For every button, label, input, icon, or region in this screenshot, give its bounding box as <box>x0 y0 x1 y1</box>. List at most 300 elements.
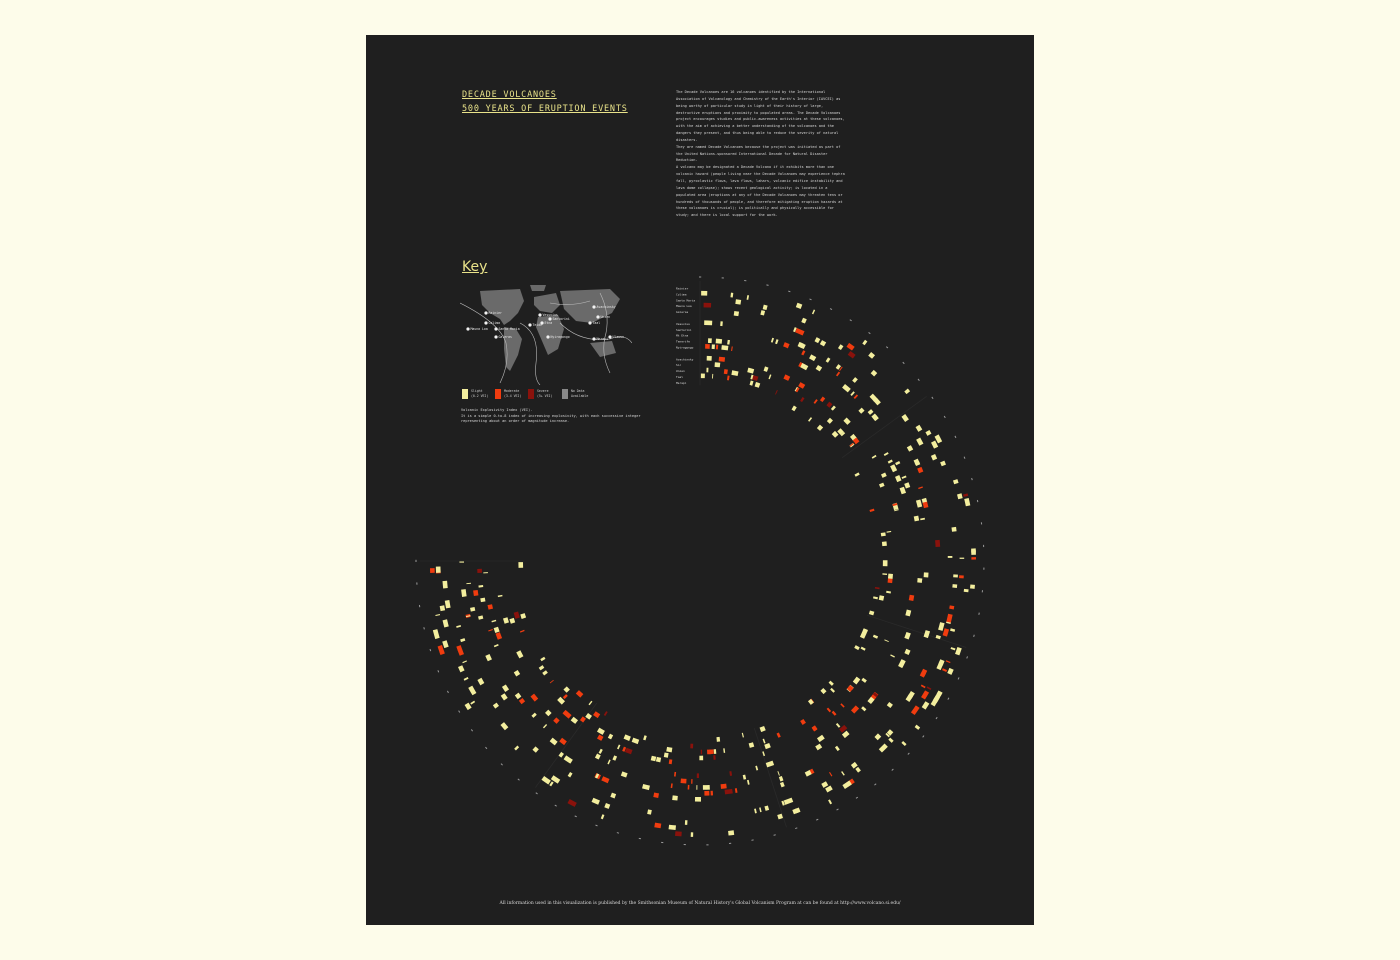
eruption-mark <box>742 733 744 738</box>
year-tick <box>419 605 420 607</box>
year-tick <box>661 842 663 843</box>
eruption-mark <box>886 531 891 533</box>
year-tick <box>850 319 852 321</box>
eruption-mark <box>873 596 878 599</box>
eruption-mark <box>884 639 889 642</box>
eruption-mark <box>691 832 694 837</box>
eruption-mark <box>853 677 861 685</box>
eruption-mark <box>795 328 804 336</box>
year-tick <box>964 456 966 458</box>
eruption-mark <box>798 382 805 389</box>
eruption-mark <box>624 734 631 741</box>
eruption-mark <box>901 414 908 422</box>
eruption-mark <box>755 766 758 771</box>
eruption-mark <box>832 431 839 438</box>
ring-volcano-label: Tenerife <box>676 339 690 344</box>
eruption-mark <box>443 619 449 627</box>
eruption-mark <box>607 760 610 765</box>
eruption-mark <box>625 748 633 755</box>
eruption-mark <box>435 614 440 616</box>
eruption-mark <box>688 785 690 790</box>
map-volcano-label: Colima <box>488 321 501 325</box>
eruption-mark <box>971 548 976 552</box>
eruption-mark <box>943 628 949 636</box>
eruption-mark <box>601 776 609 783</box>
map-volcano-label: Nyiragongo <box>550 335 570 339</box>
eruption-mark <box>827 418 833 424</box>
eruption-mark <box>869 509 874 512</box>
eruption-mark <box>643 735 647 740</box>
eruption-mark <box>775 339 778 344</box>
year-tick <box>595 825 597 827</box>
eruption-mark <box>494 627 500 633</box>
eruption-mark <box>887 702 893 708</box>
eruption-mark <box>816 365 823 371</box>
eruption-mark <box>947 668 953 675</box>
eruption-mark <box>821 781 828 788</box>
eruption-mark <box>861 678 867 683</box>
eruption-mark <box>814 399 818 404</box>
eruption-mark <box>959 575 964 578</box>
eruption-mark <box>549 781 553 786</box>
eruption-mark <box>924 572 929 577</box>
eruption-mark <box>916 425 923 432</box>
map-volcano-label: Mauna Loa <box>470 327 488 331</box>
eruption-mark <box>559 752 564 758</box>
year-tick <box>501 763 503 765</box>
eruption-mark <box>494 644 499 647</box>
eruption-mark <box>690 744 693 749</box>
eruption-mark <box>653 793 659 798</box>
eruption-mark <box>888 459 893 463</box>
eruption-mark <box>812 310 815 315</box>
eruption-mark <box>592 798 600 805</box>
eruption-mark <box>872 455 877 459</box>
eruption-mark <box>921 685 926 689</box>
eruption-mark <box>827 708 832 713</box>
eruption-mark <box>539 665 545 670</box>
eruption-mark <box>935 540 940 547</box>
year-tick <box>931 397 933 399</box>
year-tick <box>722 277 724 278</box>
eruption-mark <box>735 299 741 304</box>
eruption-mark <box>957 493 963 499</box>
eruption-mark <box>632 738 640 744</box>
eruption-mark <box>854 645 860 650</box>
eruption-mark <box>509 618 515 624</box>
eruption-mark <box>735 788 738 793</box>
map-volcano-label: Galeras <box>498 335 512 339</box>
eruption-mark <box>888 738 893 743</box>
eruption-mark <box>886 591 891 594</box>
eruption-mark <box>460 638 465 642</box>
eruption-mark <box>760 726 766 732</box>
eruption-mark <box>783 342 789 348</box>
eruption-mark <box>764 805 769 810</box>
eruption-mark <box>514 670 520 676</box>
year-tick <box>836 809 838 811</box>
eruption-mark <box>836 372 840 377</box>
eruption-mark <box>861 706 866 711</box>
year-tick <box>886 346 888 348</box>
eruption-mark <box>691 779 692 784</box>
eruption-mark <box>724 369 728 374</box>
title-line-2: 500 YEARS OF ERUPTION EVENTS <box>462 104 628 114</box>
key-heading: Key <box>462 259 488 275</box>
eruption-mark <box>440 605 445 611</box>
year-tick <box>447 691 449 693</box>
poster <box>366 35 1034 925</box>
eruption-mark <box>715 362 721 367</box>
century-divider <box>842 396 926 457</box>
eruption-mark <box>714 749 717 754</box>
eruption-mark <box>766 761 774 768</box>
eruption-mark <box>888 574 893 579</box>
eruption-mark <box>459 562 464 563</box>
eruption-mark <box>815 337 821 343</box>
eruption-mark <box>826 402 832 408</box>
eruption-mark <box>727 376 730 381</box>
eruption-mark <box>483 572 488 573</box>
eruption-mark <box>713 755 715 760</box>
eruption-mark <box>895 461 900 465</box>
eruption-mark <box>656 757 661 762</box>
credit-line: All information used in this visualization is published by the Smithsonian Museum of Natural History's Global Volcanism Program at can be found at http://www.volcano.si.edu/ <box>499 901 901 906</box>
eruption-mark <box>904 482 910 488</box>
year-tick <box>639 838 641 839</box>
eruption-mark <box>868 409 874 415</box>
eruption-mark <box>559 738 567 745</box>
year-tick <box>981 522 982 524</box>
eruption-mark <box>675 831 682 836</box>
eruption-mark <box>923 502 929 509</box>
eruption-mark <box>858 408 864 414</box>
map-volcano-label: Teide <box>532 323 543 327</box>
eruption-mark <box>666 747 672 752</box>
year-tick <box>973 635 975 637</box>
year-tick <box>706 844 708 845</box>
eruption-mark <box>777 771 779 776</box>
eruption-mark <box>900 487 906 495</box>
eruption-mark <box>861 647 866 651</box>
eruption-mark <box>550 738 558 746</box>
year-tick <box>936 717 938 719</box>
eruption-mark <box>699 756 703 761</box>
eruption-mark <box>701 291 707 296</box>
eruption-mark <box>862 340 867 345</box>
eruption-mark <box>485 654 492 661</box>
eruption-mark <box>964 498 970 506</box>
eruption-mark <box>711 791 714 796</box>
eruption-mark <box>731 346 733 351</box>
eruption-mark <box>617 744 620 749</box>
eruption-mark <box>921 690 929 699</box>
eruption-mark <box>612 755 617 760</box>
eruption-mark <box>950 628 955 632</box>
eruption-mark <box>904 389 910 395</box>
year-tick <box>958 677 960 679</box>
eruption-mark <box>588 701 592 706</box>
year-tick <box>891 769 893 771</box>
year-tick <box>416 560 417 562</box>
year-tick <box>729 843 731 844</box>
year-tick <box>868 332 870 334</box>
eruption-mark <box>716 339 722 344</box>
eruption-mark <box>514 746 519 751</box>
eruption-mark <box>777 733 781 738</box>
eruption-mark <box>832 711 837 716</box>
eruption-mark <box>909 595 914 601</box>
eruption-mark <box>571 717 578 724</box>
eruption-mark <box>468 686 476 696</box>
eruption-mark <box>882 573 887 575</box>
eruption-mark <box>963 493 968 497</box>
eruption-mark <box>800 397 804 402</box>
eruption-mark <box>716 737 720 742</box>
eruption-mark <box>890 654 895 657</box>
eruption-mark <box>531 713 536 718</box>
eruption-mark <box>461 589 467 597</box>
eruption-mark <box>595 754 601 760</box>
eruption-mark <box>764 366 769 372</box>
ring-volcano-label: Vesuvius <box>676 321 690 326</box>
ring-volcano-label: Santa Maria <box>676 298 696 303</box>
eruption-mark <box>826 357 831 362</box>
map-volcano-label: Santa Maria <box>498 327 520 331</box>
year-tick <box>902 362 904 364</box>
eruption-mark <box>946 660 951 663</box>
eruption-mark <box>708 338 712 343</box>
eruption-mark <box>927 686 932 690</box>
ring-volcano-label: Taal <box>676 375 683 379</box>
eruption-spiral-chart <box>366 35 1034 925</box>
eruption-mark <box>840 703 844 707</box>
eruption-mark <box>503 617 509 624</box>
year-tick <box>983 568 984 570</box>
eruption-mark <box>884 452 889 456</box>
eruption-mark <box>564 755 573 763</box>
eruption-mark <box>734 311 739 316</box>
eruption-mark <box>593 711 600 718</box>
eruption-mark <box>493 703 499 709</box>
eruption-mark <box>904 632 910 640</box>
eruption-mark <box>771 338 774 343</box>
eruption-mark <box>925 430 931 436</box>
year-tick <box>416 582 417 584</box>
eruption-mark <box>747 780 750 785</box>
eruption-mark <box>608 734 613 740</box>
eruption-mark <box>808 417 812 422</box>
eruption-mark <box>520 613 526 619</box>
eruption-mark <box>480 598 485 603</box>
eruption-mark <box>456 625 461 628</box>
eruption-mark <box>825 785 833 792</box>
eruption-mark <box>871 413 878 421</box>
eruption-mark <box>674 772 676 777</box>
legend-label-slight: Slight (0-2 VEI) <box>471 389 489 398</box>
year-tick <box>977 500 978 502</box>
eruption-mark <box>465 703 472 710</box>
eruption-mark <box>725 789 733 795</box>
eruption-mark <box>855 767 861 773</box>
year-tick <box>744 280 746 281</box>
eruption-mark <box>879 595 884 600</box>
eruption-mark <box>850 391 854 396</box>
year-tick <box>617 832 619 834</box>
map-volcano-label: Etna <box>544 321 553 325</box>
eruption-mark <box>854 472 859 476</box>
eruption-mark <box>854 394 858 399</box>
eruption-mark <box>672 795 678 800</box>
eruption-mark <box>953 479 959 484</box>
eruption-mark <box>869 610 874 615</box>
eruption-mark <box>916 438 923 446</box>
eruption-mark <box>931 454 937 460</box>
eruption-mark <box>901 741 906 746</box>
map-volcano-label: Avachinsky <box>596 305 616 309</box>
eruption-mark <box>852 377 858 383</box>
year-tick <box>795 827 797 829</box>
eruption-mark <box>703 785 710 790</box>
eruption-mark <box>755 382 761 388</box>
eruption-mark <box>951 527 956 532</box>
eruption-mark <box>881 532 886 536</box>
eruption-mark <box>438 645 445 654</box>
eruption-mark <box>836 723 841 728</box>
eruption-mark <box>530 694 538 702</box>
eruption-mark <box>918 486 923 489</box>
eruption-mark <box>914 516 919 522</box>
eruption-mark <box>701 750 702 755</box>
eruption-mark <box>712 374 713 379</box>
eruption-mark <box>916 499 922 507</box>
eruption-mark <box>580 716 586 722</box>
eruption-mark <box>520 630 525 633</box>
eruption-mark <box>942 668 947 672</box>
eruption-mark <box>800 719 806 725</box>
eruption-mark <box>599 749 603 754</box>
eruption-mark <box>532 746 538 752</box>
eruption-mark <box>791 406 796 412</box>
year-tick <box>535 792 537 794</box>
eruption-mark <box>904 649 910 655</box>
year-tick <box>485 747 487 749</box>
year-tick <box>699 277 701 278</box>
eruption-mark <box>759 807 762 812</box>
eruption-mark <box>721 784 727 789</box>
eruption-mark <box>917 578 922 581</box>
eruption-mark <box>719 357 725 362</box>
eruption-mark <box>952 584 957 588</box>
vei-description: Volcanic Explosivity Index (VEI). It is a simple 0-to-8 index of increasing explosivity, with each successive integer representing about an order of magnitude increase. <box>461 408 641 423</box>
year-tick <box>430 649 432 651</box>
ring-volcano-label: Sic <box>676 363 682 368</box>
eruption-mark <box>820 340 826 346</box>
eruption-mark <box>783 374 790 380</box>
eruption-mark <box>879 744 888 753</box>
year-tick <box>437 670 439 672</box>
eruption-mark <box>518 562 523 568</box>
eruption-mark <box>553 717 559 723</box>
eruption-mark <box>597 728 605 735</box>
eruption-mark <box>654 823 661 829</box>
eruption-mark <box>545 710 552 717</box>
ring-volcano-label: Avachinsky <box>676 357 694 362</box>
year-tick <box>751 839 753 840</box>
eruption-mark <box>936 635 941 639</box>
eruption-mark <box>911 705 920 715</box>
eruption-mark <box>585 713 592 720</box>
year-tick <box>471 729 473 731</box>
eruption-mark <box>749 742 755 748</box>
eruption-mark <box>964 589 969 592</box>
eruption-mark <box>801 350 805 355</box>
eruption-mark <box>949 605 954 609</box>
legend-label-severe: Severe (5+ VEI) <box>537 389 553 398</box>
eruption-mark <box>743 775 746 780</box>
eruption-mark <box>747 368 754 374</box>
eruption-mark <box>970 584 975 588</box>
eruption-mark <box>796 303 803 309</box>
eruption-mark <box>763 305 768 310</box>
eruption-mark <box>516 650 523 658</box>
ring-volcano-label: Colima <box>676 292 687 297</box>
eruption-mark <box>488 629 493 631</box>
eruption-mark <box>704 791 709 796</box>
year-tick <box>983 545 984 547</box>
map-volcano-label: Taal <box>592 321 601 325</box>
eruption-mark <box>879 483 885 488</box>
eruption-mark <box>915 725 920 730</box>
eruption-mark <box>712 344 715 349</box>
eruption-mark <box>488 604 493 609</box>
year-tick <box>982 590 983 592</box>
eruption-mark <box>922 701 930 709</box>
eruption-mark <box>466 583 471 584</box>
eruption-mark <box>498 595 503 597</box>
year-tick <box>816 819 818 821</box>
eruption-mark <box>436 566 441 572</box>
eruption-mark <box>707 356 712 361</box>
eruption-mark <box>920 518 925 521</box>
year-tick <box>517 778 519 780</box>
eruption-mark <box>477 678 484 686</box>
eruption-mark <box>763 739 766 744</box>
eruption-mark <box>470 607 475 612</box>
ring-volcano-label: Merapi <box>676 380 687 385</box>
legend-label-moderate: Moderate (3-4 VEI) <box>504 389 522 398</box>
eruption-mark <box>808 699 814 705</box>
title-line-1: DECADE VOLCANOES <box>462 90 557 100</box>
eruption-mark <box>685 820 688 825</box>
eruption-mark <box>563 686 569 692</box>
eruption-mark <box>946 614 952 623</box>
year-tick <box>788 291 790 293</box>
eruption-mark <box>540 657 545 662</box>
ring-volcano-label: Galeras <box>676 310 689 315</box>
eruption-mark <box>841 771 845 776</box>
eruption-mark <box>730 293 733 298</box>
year-tick <box>978 613 979 615</box>
eruption-mark <box>701 374 705 379</box>
eruption-mark <box>671 783 673 788</box>
eruption-mark <box>812 726 817 732</box>
year-tick <box>874 783 876 785</box>
eruption-mark <box>882 541 887 546</box>
eruption-mark <box>501 693 508 700</box>
eruption-mark <box>760 310 765 315</box>
eruption-mark <box>721 345 728 350</box>
